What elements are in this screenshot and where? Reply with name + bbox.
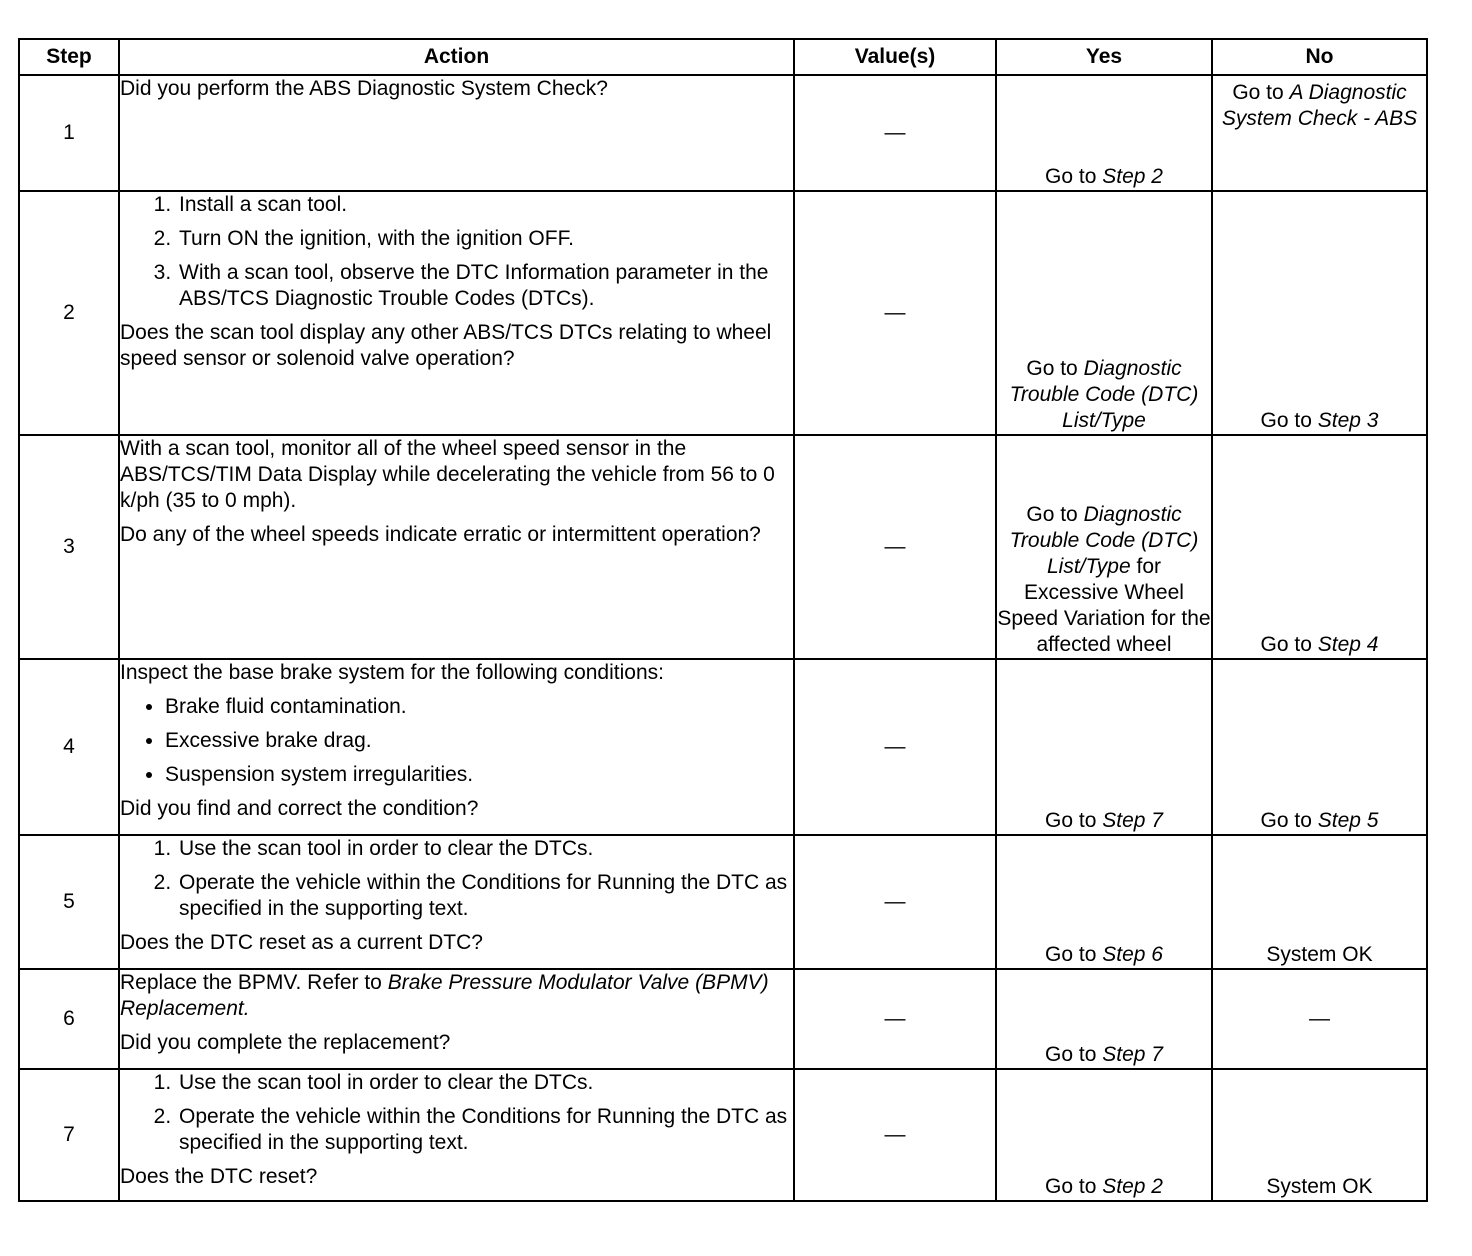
no-cell: — — [1212, 969, 1427, 1069]
action-question: Did you perform the ABS Diagnostic System Check? — [120, 77, 608, 100]
yes-link[interactable]: Step 7 — [1102, 809, 1163, 832]
action-cell — [119, 75, 794, 191]
table-row — [19, 835, 1427, 969]
step-number: 7 — [19, 1069, 119, 1201]
no-prefix: Go to — [1260, 633, 1318, 656]
yes-prefix: Go to — [1045, 1175, 1103, 1198]
action-cell — [119, 969, 794, 1069]
no-cell: System OK — [1212, 835, 1427, 969]
yes-link[interactable]: Step 7 — [1102, 1043, 1163, 1066]
step-number: 2 — [19, 191, 119, 435]
no-cell — [1212, 435, 1427, 659]
yes-link[interactable]: Step 2 — [1102, 165, 1163, 188]
no-cell: System OK — [1212, 1069, 1427, 1201]
instruction-item: 1. Use the scan tool in order to clear the DTCs. — [177, 1070, 793, 1096]
value-cell: — — [794, 659, 996, 835]
yes-link[interactable]: Diagnostic Trouble Code (DTC) List/Type — [1009, 503, 1199, 578]
step-number: 5 — [19, 835, 119, 969]
instruction-item: 2. Operate the vehicle within the Conditions for Running the DTC as specified in the supporting text. — [177, 870, 793, 922]
step-number: 3 — [19, 435, 119, 659]
header-no: No — [1212, 39, 1427, 75]
header-step: Step — [19, 39, 119, 75]
no-prefix: Go to — [1260, 409, 1318, 432]
no-cell — [1212, 659, 1427, 835]
instruction-list — [120, 192, 793, 312]
yes-link[interactable]: Step 6 — [1102, 943, 1163, 966]
instruction-item: 2. Turn ON the ignition, with the ignition OFF. — [177, 226, 793, 252]
no-link[interactable]: A Diagnostic System Check - ABS — [1221, 81, 1418, 130]
step-number: 1 — [19, 75, 119, 191]
action-cell — [119, 435, 794, 659]
action-cell — [119, 1069, 794, 1201]
action-question: Does the scan tool display any other ABS/TCS DTCs relating to wheel speed sensor or solenoid valve operation? — [120, 321, 772, 370]
no-link[interactable]: Step 5 — [1317, 809, 1379, 832]
yes-prefix: Go to — [1045, 165, 1103, 188]
value-cell: — — [794, 1069, 996, 1201]
yes-cell — [996, 191, 1212, 435]
yes-cell — [996, 659, 1212, 835]
yes-suffix: for Excessive Wheel Speed Variation for the affected wheel — [997, 555, 1211, 656]
yes-cell — [996, 1069, 1212, 1201]
value-cell: — — [794, 435, 996, 659]
header-action: Action — [119, 39, 794, 75]
no-link[interactable]: Step 3 — [1317, 409, 1379, 432]
action-instruction: With a scan tool, monitor all of the wheel speed sensor in the ABS/TCS/TIM Data Display while decelerating the vehicle from 56 to 0 k/ph (35 to 0 mph). — [120, 437, 775, 512]
value-cell: — — [794, 191, 996, 435]
yes-prefix: Go to — [1045, 943, 1103, 966]
no-link[interactable]: Step 4 — [1317, 633, 1379, 656]
step-number: 6 — [19, 969, 119, 1069]
action-question: Does the DTC reset as a current DTC? — [120, 931, 483, 954]
action-cell — [119, 191, 794, 435]
action-instruction — [120, 970, 793, 1022]
action-question: Did you find and correct the condition? — [120, 797, 479, 820]
table-row — [19, 1069, 1427, 1201]
condition-item: • Suspension system irregularities. — [165, 762, 793, 788]
table-row — [19, 969, 1427, 1069]
action-cell — [119, 659, 794, 835]
table-row — [19, 75, 1427, 191]
yes-prefix: Go to — [1045, 1043, 1103, 1066]
instruction-prefix: Replace the BPMV. Refer to — [120, 971, 388, 994]
table-row — [19, 659, 1427, 835]
instruction-item: 2. Operate the vehicle within the Conditions for Running the DTC as specified in the supporting text. — [177, 1104, 793, 1156]
yes-prefix: Go to — [1026, 503, 1084, 526]
yes-link[interactable]: Diagnostic Trouble Code (DTC) List/Type — [1009, 357, 1199, 432]
table-row — [19, 191, 1427, 435]
condition-item: • Excessive brake drag. — [165, 728, 793, 754]
instruction-list — [120, 836, 793, 922]
instruction-item: 1. Install a scan tool. — [177, 192, 793, 218]
condition-list — [120, 694, 793, 788]
value-cell: — — [794, 969, 996, 1069]
yes-prefix: Go to — [1026, 357, 1084, 380]
diagnostic-table — [18, 38, 1428, 1202]
yes-prefix: Go to — [1045, 809, 1103, 832]
action-question: Do any of the wheel speeds indicate erratic or intermittent operation? — [120, 523, 761, 546]
header-values: Value(s) — [794, 39, 996, 75]
no-prefix: Go to — [1260, 809, 1318, 832]
yes-cell — [996, 835, 1212, 969]
header-yes: Yes — [996, 39, 1212, 75]
action-cell — [119, 835, 794, 969]
action-question: Did you complete the replacement? — [120, 1031, 451, 1054]
yes-cell — [996, 75, 1212, 191]
condition-item: • Brake fluid contamination. — [165, 694, 793, 720]
no-prefix: Go to — [1232, 81, 1290, 104]
no-cell — [1212, 191, 1427, 435]
action-intro: Inspect the base brake system for the following conditions: — [120, 661, 664, 684]
header-row — [19, 39, 1427, 75]
action-question: Does the DTC reset? — [120, 1165, 318, 1188]
step-number: 4 — [19, 659, 119, 835]
value-cell: — — [794, 75, 996, 191]
instruction-item: 3. With a scan tool, observe the DTC Information parameter in the ABS/TCS Diagnostic Trouble Codes (DTCs). — [177, 260, 793, 312]
no-cell — [1212, 75, 1427, 191]
value-cell: — — [794, 835, 996, 969]
instruction-link[interactable]: Brake Pressure Modulator Valve (BPMV) Replacement. — [120, 971, 769, 1020]
table-row — [19, 435, 1427, 659]
instruction-list — [120, 1070, 793, 1156]
instruction-item: 1. Use the scan tool in order to clear the DTCs. — [177, 836, 793, 862]
yes-link[interactable]: Step 2 — [1102, 1175, 1163, 1198]
yes-cell — [996, 969, 1212, 1069]
yes-cell — [996, 435, 1212, 659]
